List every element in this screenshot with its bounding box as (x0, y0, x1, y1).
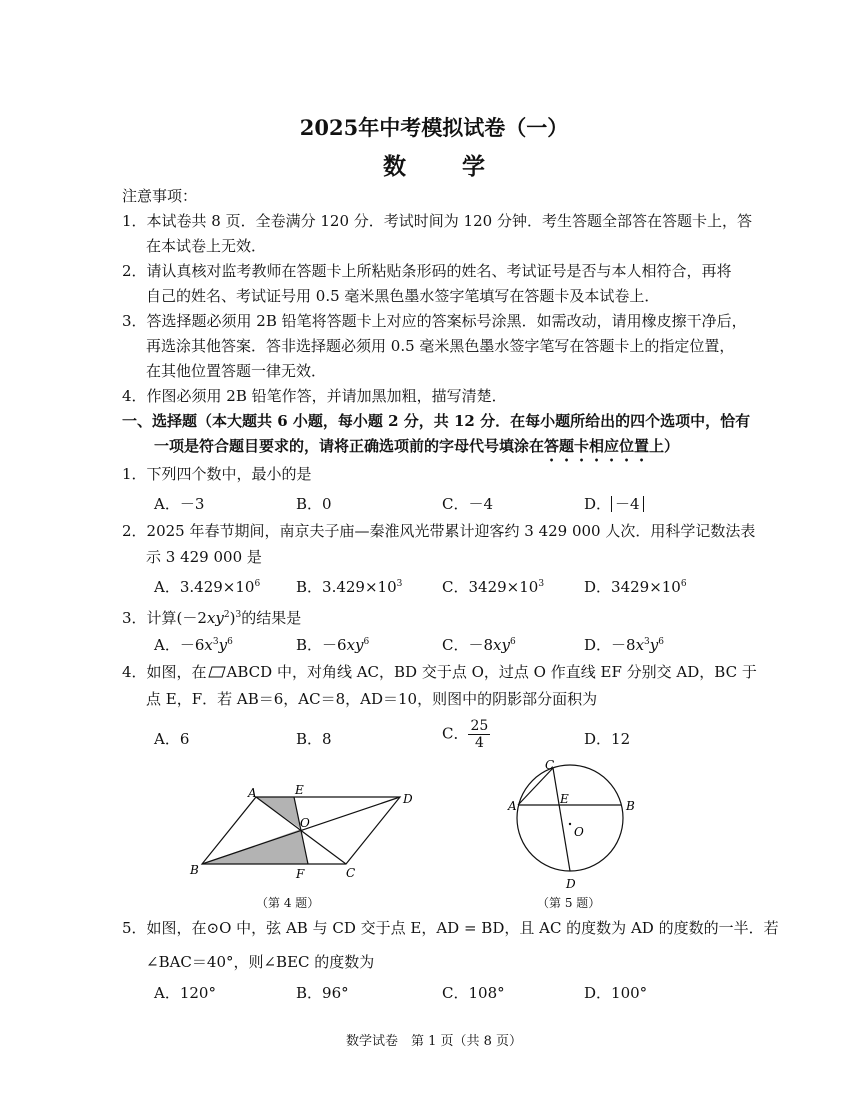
q2-d-text: D．3429×10 (584, 578, 681, 596)
notice-heading: 注意事项： (122, 187, 198, 205)
label-b5: B (626, 799, 635, 813)
q3-option-b: B．$-6xy^6$ (296, 636, 370, 654)
q3-stem-pre: 3．计算(－2 (122, 609, 207, 627)
label-o: O (300, 816, 310, 830)
q2-stem-1: 2．2025 年春节期间，南京夫子庙—秦淮风光带累计迎客约 3 429 000 人次．用科学记数法表 (122, 522, 756, 540)
label-d: D (403, 792, 413, 806)
label-c5: C (545, 758, 555, 772)
q4-c-den: 4 (474, 735, 484, 751)
parallelogram-icon (208, 666, 226, 678)
notice-item-1-cont: 在本试卷上无效． (146, 237, 267, 255)
figure-4-caption: （第 4 题） (256, 896, 320, 910)
q2-stem-2: 示 3 429 000 是 (146, 548, 262, 566)
figure-5-circle (500, 758, 650, 894)
q4-stem-1b: ABCD 中，对角线 AC，BD 交于点 O，过点 O 作直线 EF 分别交 AD，BC 于 (226, 663, 757, 681)
q4-stem-2: 点 E，F．若 AB＝6，AC＝8，AD＝10，则图中的阴影部分面积为 (146, 690, 598, 708)
q3-option-d: D．$-8x^3y^6$ (584, 636, 664, 654)
q2-option-c (442, 576, 544, 597)
q4-c-num: 25 (470, 718, 489, 734)
exam-title: 2025年中考模拟试卷（一） (299, 115, 569, 140)
q5-stem-1: 5．如图，在⊙O 中，弦 AB 与 CD 交于点 E，AD = BD，且 AC 的度数为 AD 的度数的一半．若 (122, 919, 779, 937)
figure-5-caption: （第 5 题） (537, 896, 601, 910)
q1-option-b: B．0 (296, 495, 332, 513)
q4-option-a: A．6 (154, 730, 190, 748)
q3-stem: 3．计算$(-2xy^2)^3$的结果是 (122, 609, 302, 627)
q2-a-exp: 6 (254, 579, 261, 589)
center-dot (569, 823, 571, 825)
q4-c-fraction (468, 718, 490, 751)
notice-item-4: 4．作图必须用 2B 铅笔作答，并请加黑加粗，描写清楚． (122, 387, 507, 405)
q3-stem-e2: 3 (235, 610, 242, 620)
q2-option-b (296, 576, 402, 597)
page-footer: 数学试卷 第 1 页（共 8 页） (345, 1034, 523, 1049)
notice-item-2-cont: 自己的姓名、考试证号用 0.5 毫米黑色墨水签字笔填写在答题卡及本试卷上． (146, 287, 660, 305)
q5-option-c: C．108° (442, 984, 505, 1002)
q2-option-d (584, 576, 687, 597)
notice-item-1: 1．本试卷共 8 页．全卷满分 120 分．考试时间为 120 分钟．考生答题全部答在答题卡上，答 (122, 212, 752, 230)
label-d5: D (566, 877, 576, 891)
section1-text-a: 一项是符合题目要求的，请将正确选项前的字母代号填涂在 (154, 437, 545, 455)
figure-4-parallelogram (180, 782, 430, 882)
notice-item-2: 2．请认真核对监考教师在答题卡上所粘贴条形码的姓名、考试证号是否与本人相符合，再将 (122, 262, 732, 280)
q3-stem-var: xy (206, 609, 224, 627)
q5-option-a: A．120° (154, 984, 216, 1002)
notice-item-3-cont2: 在其他位置答题一律无效． (146, 362, 327, 380)
q1-option-d-prefix: D． (584, 495, 612, 513)
label-o5: O (574, 825, 584, 839)
label-e: E (295, 783, 304, 797)
label-c: C (346, 866, 356, 880)
q2-c-text: C．3429×10 (442, 578, 539, 596)
q2-b-text: B．3.429×10 (296, 578, 397, 596)
q2-a-text: A．3.429×10 (154, 578, 255, 596)
q4-option-b: B．8 (296, 730, 332, 748)
q3-option-a: A．$-6x^3y^6$ (154, 636, 233, 654)
q2-b-exp: 3 (396, 579, 403, 589)
q2-option-a (154, 576, 260, 597)
q4-c-prefix: C． (442, 724, 469, 743)
q3-d-text: D．－8 (584, 636, 636, 654)
label-a: A (248, 786, 257, 800)
q3-c-text: C．－8 (442, 636, 494, 654)
chord-cd (553, 768, 570, 871)
notice-item-3: 3．答选择题必须用 2B 铅笔将答题卡上对应的答案标号涂黑．如需改动，请用橡皮擦干净后， (122, 312, 747, 330)
q5-option-b: B．96° (296, 984, 349, 1002)
section1-emphasis: 答题卡相应位置 (544, 437, 650, 455)
q2-d-exp: 6 (680, 579, 687, 589)
q4-option-c (442, 718, 490, 751)
q3-a-text: A．－6 (154, 636, 205, 654)
q3-option-c: C．$-8xy^6$ (442, 636, 516, 654)
q5-option-d: D．100° (584, 984, 648, 1002)
section1-heading-cont (154, 436, 679, 465)
label-f: F (296, 867, 305, 881)
label-b: B (190, 863, 199, 877)
section1-heading: 一、选择题（本大题共 6 小题，每小题 2 分，共 12 分．在每小题所给出的四个选项中，恰有 (122, 412, 751, 430)
q1-option-a: A．－3 (154, 495, 205, 513)
q1-stem: 1．下列四个数中，最小的是 (122, 465, 312, 483)
label-e5: E (560, 792, 569, 806)
q3-stem-e1: 2 (223, 610, 230, 620)
subject-title: 数 学 (382, 153, 509, 180)
section1-text-c: 上） (649, 437, 680, 455)
q4-stem-1a: 4．如图，在 (122, 663, 207, 681)
q1-option-c: C．－4 (442, 495, 494, 513)
q4-option-d: D．12 (584, 730, 631, 748)
q4-stem-1 (122, 662, 757, 682)
q3-b-text: B．－6 (296, 636, 347, 654)
q1-option-d-value: －4 (611, 496, 644, 512)
q5-stem-2: ∠BAC＝40°，则∠BEC 的度数为 (146, 953, 375, 971)
circle-o (517, 765, 623, 871)
notice-item-3-cont: 再选涂其他答案．答非选择题必须用 0.5 毫米黑色墨水签字笔写在答题卡上的指定位置， (146, 337, 735, 355)
label-a5: A (508, 799, 517, 813)
q1-option-d (584, 493, 644, 514)
q3-stem-post: 的结果是 (241, 609, 302, 627)
chord-ac (518, 768, 553, 805)
q2-c-exp: 3 (538, 579, 545, 589)
